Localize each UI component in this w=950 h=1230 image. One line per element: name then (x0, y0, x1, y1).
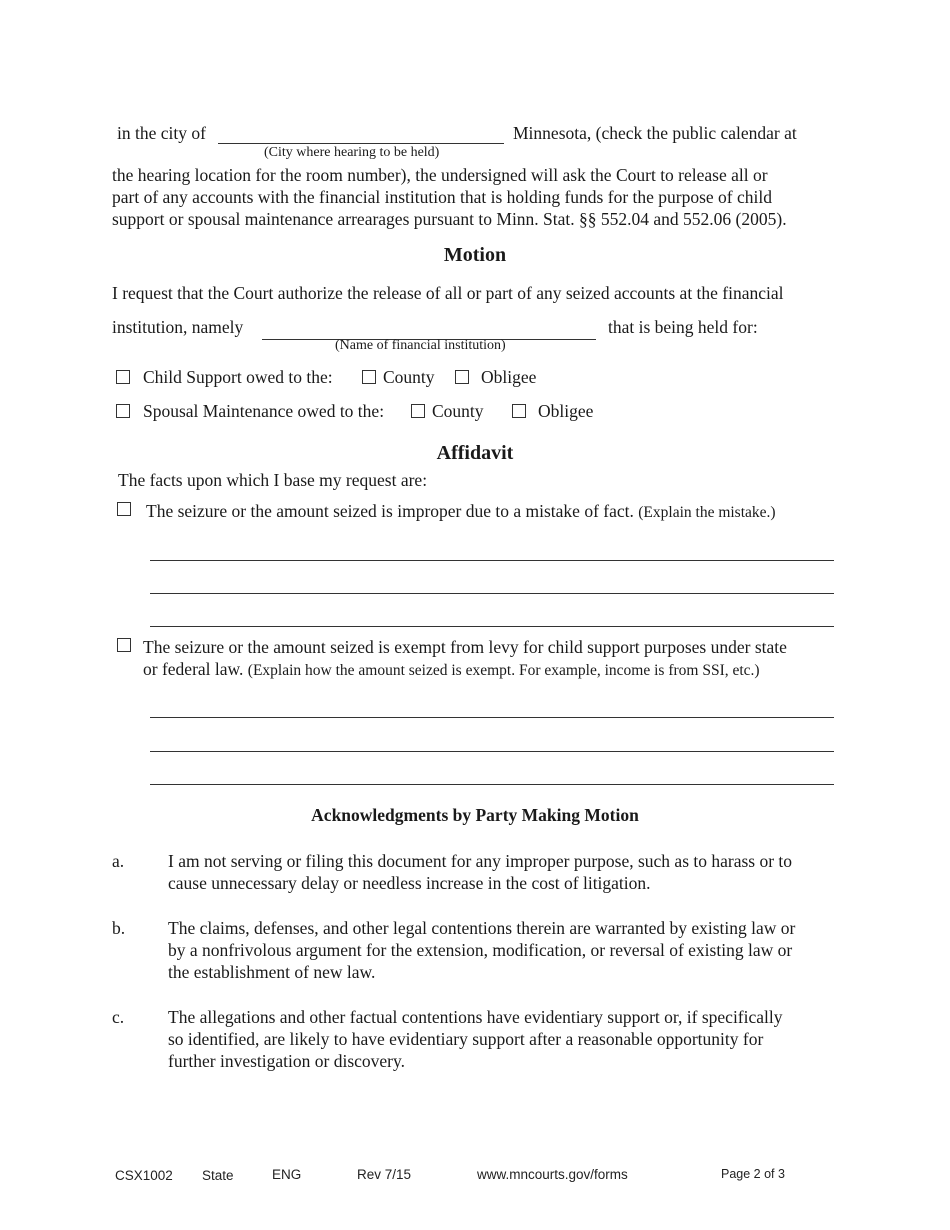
footer-jurisdiction: State (202, 1168, 234, 1183)
footer-form-id: CSX1002 (115, 1168, 173, 1183)
child-support-checkbox[interactable] (116, 370, 130, 384)
city-input-line[interactable] (218, 143, 504, 144)
institution-caption: (Name of financial institution) (335, 338, 506, 353)
city-caption: (City where hearing to be held) (264, 145, 440, 160)
spousal-maintenance-checkbox[interactable] (116, 404, 130, 418)
ack-item-a-line-1: I am not serving or filing this document for any improper purpose, such as to harass or to (168, 851, 793, 871)
spousal-obligee-label: Obligee (538, 401, 594, 421)
mistake-statement (146, 500, 776, 524)
child-support-county-checkbox[interactable] (362, 370, 376, 384)
spousal-county-checkbox[interactable] (411, 404, 425, 418)
ack-item-b-line-1: The claims, defenses, and other legal contentions therein are warranted by existing law or (168, 918, 796, 938)
exempt-explanation-line-1[interactable] (150, 717, 834, 718)
ack-item-b-text (168, 917, 795, 983)
exempt-explanation-line-2[interactable] (150, 751, 834, 752)
footer-revision: Rev 7/15 (357, 1167, 412, 1182)
affidavit-heading: Affidavit (436, 442, 514, 464)
motion-heading: Motion (443, 244, 507, 266)
city-prefix-label: in the city of (117, 123, 206, 143)
exempt-hint: (Explain how the amount seized is exempt. For example, income is from SSI, etc.) (247, 662, 760, 679)
hearing-paragraph (112, 164, 840, 230)
ack-item-b-line-2: by a nonfrivolous argument for the extension, modification, or reversal of existing law or (168, 940, 793, 960)
mistake-text: The seizure or the amount seized is improper due to a mistake of fact. (146, 501, 634, 521)
footer-page-number: Page 2 of 3 (721, 1167, 785, 1181)
hearing-line-3: support or spousal maintenance arrearages pursuant to Minn. Stat. §§ 552.04 and 552.06 (2005). (112, 209, 787, 229)
ack-item-b-letter: b. (112, 918, 126, 938)
motion-line-1: I request that the Court authorize the release of all or part of any seized accounts at the financial (112, 283, 784, 303)
mistake-hint: (Explain the mistake.) (638, 504, 776, 521)
child-support-obligee-label: Obligee (481, 367, 537, 387)
child-support-label: Child Support owed to the: (143, 367, 333, 387)
ack-item-c-letter: c. (112, 1007, 125, 1027)
mistake-checkbox[interactable] (117, 502, 131, 516)
ack-item-c-line-1: The allegations and other factual contentions have evidentiary support or, if specifically (168, 1007, 783, 1027)
exempt-checkbox[interactable] (117, 638, 131, 652)
exempt-text-line-2: or federal law. (143, 659, 244, 679)
ack-item-c-text (168, 1006, 783, 1072)
affidavit-intro: The facts upon which I base my request are: (118, 470, 428, 490)
mistake-explanation-line-2[interactable] (150, 593, 834, 594)
city-suffix-label: Minnesota, (check the public calendar at (513, 123, 797, 143)
footer-url[interactable]: www.mncourts.gov/forms (477, 1167, 628, 1182)
acknowledgments-heading: Acknowledgments by Party Making Motion (311, 805, 639, 825)
ack-item-a-letter: a. (112, 851, 125, 871)
ack-item-a-text (168, 850, 792, 894)
institution-prefix-label: institution, namely (112, 317, 244, 337)
exempt-statement-line-2 (143, 658, 760, 682)
mistake-explanation-line-1[interactable] (150, 560, 834, 561)
mistake-explanation-line-3[interactable] (150, 626, 834, 627)
ack-item-b-line-3: the establishment of new law. (168, 962, 376, 982)
spousal-county-label: County (432, 401, 484, 421)
child-support-county-label: County (383, 367, 435, 387)
spousal-obligee-checkbox[interactable] (512, 404, 526, 418)
institution-suffix-label: that is being held for: (608, 317, 758, 337)
ack-item-c-line-3: further investigation or discovery. (168, 1051, 405, 1071)
spousal-maintenance-label: Spousal Maintenance owed to the: (143, 401, 385, 421)
exempt-explanation-line-3[interactable] (150, 784, 834, 785)
footer-language: ENG (272, 1167, 302, 1182)
hearing-line-2: part of any accounts with the financial institution that is holding funds for the purpose of child (112, 187, 773, 207)
ack-item-c-line-2: so identified, are likely to have evidentiary support after a reasonable opportunity for (168, 1029, 764, 1049)
hearing-line-1: the hearing location for the room number), the undersigned will ask the Court to release all or (112, 165, 768, 185)
exempt-text-line-1: The seizure or the amount seized is exempt from levy for child support purposes under state (143, 637, 787, 657)
child-support-obligee-checkbox[interactable] (455, 370, 469, 384)
ack-item-a-line-2: cause unnecessary delay or needless increase in the cost of litigation. (168, 873, 651, 893)
